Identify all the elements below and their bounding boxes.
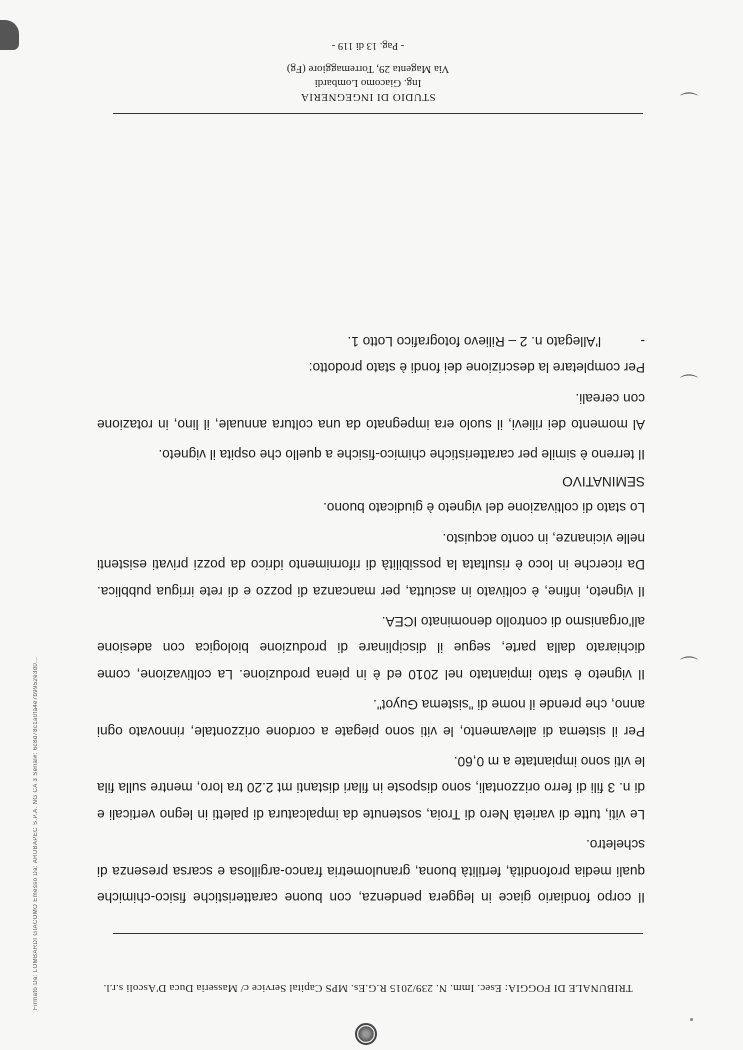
document-body: [97, 327, 645, 910]
paragraph: Le viti, tutte di varietà Nero di Troia, sostenute da impalcatura di paletti in legno verticali e di n. 3 fili di ferro orizzontali, sono disposte in filari distanti mt 2.20 tra loro, mentre sulla fila le viti sono impiantate a m 0,60.: [97, 753, 645, 822]
bullet-dash: -: [640, 333, 645, 349]
margin-mark-icon: ⌒: [680, 656, 698, 676]
footer-divider: [113, 113, 643, 114]
paragraph: Per il sistema di allevamento, le viti sono piegate a cordone orizzontale, rinnovato ogni anno, che prende il nome di "sistema Guyot".: [97, 697, 645, 739]
section-heading: SEMINATIVO: [562, 473, 645, 489]
header-divider: [113, 933, 643, 934]
engineer-name: Ing. Giacomo Lombardi: [314, 77, 422, 89]
paragraph: Il terreno è simile per caratteristiche chimico-fisiche a quello che ospita il vigneto.: [158, 447, 645, 463]
studio-address: Via Magenta 29, Torremaggiore (Fg): [286, 63, 450, 75]
paragraph: Il vigneto è stato impiantato nel 2010 ed è in piena produzione. La coltivazione, come dichiarato dalla parte, segue il disciplinare di produzione biologica con adesione all'organismo di controllo denominato ICEA.: [97, 613, 645, 682]
signature-side-text: Firmato Da: LOMBARDI GIACOMO Emesso Da: ARUBAPEC S.P.A. NG CA 3 Serial#: 6c8d78c1a0fa4e7b9952e3d0...: [33, 656, 39, 1010]
margin-mark-icon: ⌒: [680, 374, 698, 394]
paragraph: Per completare la descrizione dei fondi è stato prodotto:: [308, 360, 645, 376]
page-header: [53, 970, 683, 1020]
paragraph: Al momento dei rilievi, il suolo era impegnato da una coltura annuale, il lino, in rotazione con cereali.: [97, 390, 645, 433]
paragraph: Lo stato di coltivazione del vigneto è giudicato buono.: [323, 500, 645, 516]
bullet-item: [97, 327, 645, 353]
punch-hole: [690, 1018, 693, 1021]
bullet-text: l'Allegato n. 2 – Rilievo fotografico Lotto 1.: [347, 333, 601, 349]
page-footer: [193, 38, 543, 104]
court-seal-icon: [355, 1023, 377, 1045]
court-case-header: TRIBUNALE DI FOGGIA: Esec. Imm. N. 239/2015 R.G.Es. MPS Capital Service c/ Masseria Duca D'Ascoli s.r.l.: [103, 982, 633, 994]
paragraph: Il vigneto, infine, è coltivato in asciutta, per mancanza di pozzo e di rete irrigua pubblica. Da ricerche in loco è risultata la possibilità di rifornimento idrico da pozzi privati esistenti nelle vicinanze, in conto acquisto.: [97, 530, 645, 599]
binder-corner-mark: [0, 20, 19, 50]
paragraph: Il corpo fondiario giace in leggera pendenza, con buone caratteristiche fisico-chimiche quali media profondità, fertilità buona, granulometria franco-argillosa e scarsa presenza di scheletro.: [97, 837, 645, 905]
studio-name: STUDIO DI INGEGNERIA: [300, 91, 436, 103]
margin-mark-icon: ⌒: [680, 92, 698, 112]
page-number: - Pag. 13 di 119 -: [331, 40, 405, 51]
